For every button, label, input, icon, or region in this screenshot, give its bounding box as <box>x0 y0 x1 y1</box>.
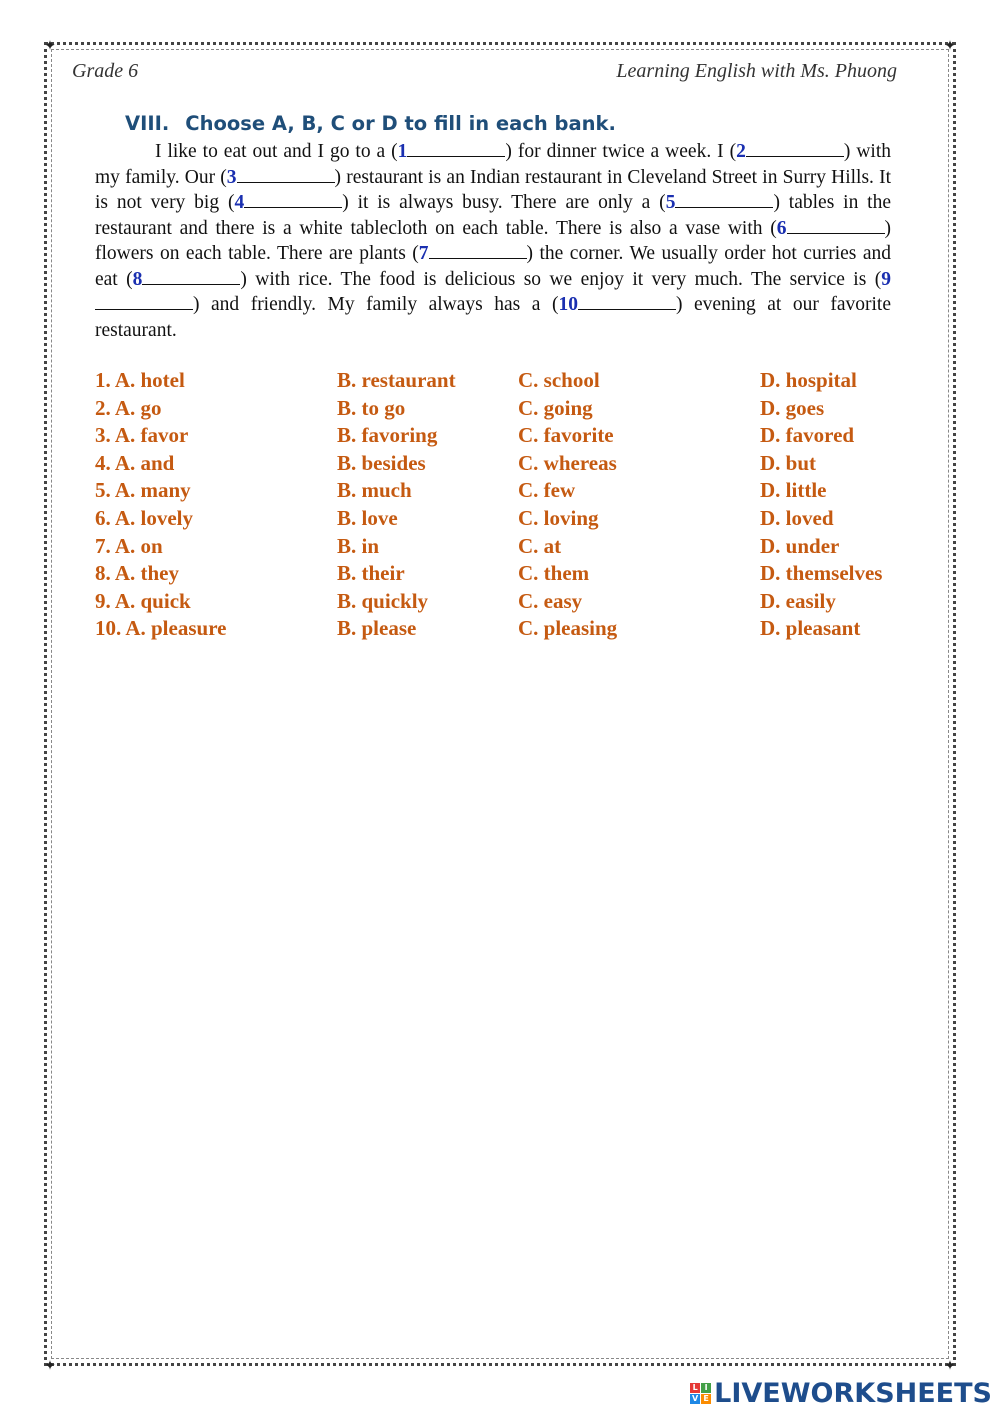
option-b[interactable]: B. much <box>337 478 412 503</box>
option-row <box>95 589 925 617</box>
option-row <box>95 478 925 506</box>
gap-number: 8 <box>132 268 143 290</box>
option-a[interactable]: 8. A. they <box>95 561 179 586</box>
option-a[interactable]: 4. A. and <box>95 450 175 475</box>
gap-number: 2 <box>736 141 746 162</box>
option-d[interactable]: D. goes <box>760 395 825 420</box>
passage-text: ) evening at our favorite restaurant. <box>95 294 891 341</box>
passage-text: ) it is always busy. There are only a ( <box>342 192 666 213</box>
corner-ornament-icon: ✦ <box>44 38 56 54</box>
logo-mark-letter: I <box>701 1383 711 1393</box>
gap-blank[interactable] <box>787 218 885 234</box>
gap-blank[interactable] <box>407 141 505 157</box>
gap-blank[interactable] <box>237 167 335 183</box>
option-d[interactable]: D. easily <box>760 588 836 613</box>
section-number: VIII. <box>125 112 170 135</box>
option-a[interactable]: 7. A. on <box>95 533 163 558</box>
gap-number: 6 <box>776 217 787 239</box>
liveworksheets-logo[interactable] <box>690 1377 992 1409</box>
corner-ornament-icon: ✦ <box>44 1358 56 1374</box>
option-b[interactable]: B. restaurant <box>337 368 456 392</box>
option-c[interactable]: C. easy <box>518 588 583 613</box>
section-instruction: Choose A, B, C or D to fill in each bank. <box>185 112 616 135</box>
option-d[interactable]: D. loved <box>760 505 834 530</box>
gap-blank[interactable] <box>746 141 844 157</box>
option-b[interactable]: B. to go <box>337 395 406 420</box>
option-c[interactable]: C. few <box>518 478 576 503</box>
option-b[interactable]: B. please <box>337 616 417 641</box>
option-a[interactable]: 9. A. quick <box>95 588 191 613</box>
gap-blank[interactable] <box>142 269 240 285</box>
option-b[interactable]: B. besides <box>337 450 426 475</box>
option-b[interactable]: B. love <box>337 505 398 530</box>
logo-mark-letter: V <box>692 1393 699 1403</box>
logo-mark-icon <box>690 1383 711 1404</box>
option-d[interactable]: D. but <box>760 450 817 475</box>
option-row <box>95 368 925 396</box>
option-row <box>95 616 925 644</box>
option-d[interactable]: D. pleasant <box>760 616 861 641</box>
logo-mark-letter: L <box>690 1383 700 1393</box>
header-grade: Grade 6 <box>72 60 139 82</box>
gap-number: 4 <box>234 192 245 213</box>
section-title <box>125 112 616 135</box>
passage-text: I like to eat out and I go to a ( <box>155 141 398 162</box>
header-course: Learning English with Ms. Phuong <box>616 60 897 82</box>
logo-mark-letter: E <box>701 1394 711 1404</box>
option-d[interactable]: D. little <box>760 478 827 503</box>
passage-text: ) with rice. The food is delicious so we enjoy it very much. The service is ( <box>240 268 882 290</box>
option-b[interactable]: B. their <box>337 561 405 586</box>
option-c[interactable]: C. going <box>518 395 593 420</box>
option-d[interactable]: D. hospital <box>760 368 857 392</box>
option-d[interactable]: D. themselves <box>760 561 883 586</box>
answer-options <box>95 368 925 644</box>
passage-text: ) the corner. We usually order hot curries and eat ( <box>95 243 891 290</box>
option-row <box>95 506 925 534</box>
option-d[interactable]: D. favored <box>760 423 855 448</box>
option-c[interactable]: C. them <box>518 561 590 586</box>
option-a[interactable]: 2. A. go <box>95 395 162 420</box>
option-c[interactable]: C. favorite <box>518 423 614 448</box>
option-c[interactable]: C. whereas <box>518 450 617 475</box>
gap-number: 10 <box>558 294 578 315</box>
option-a[interactable]: 10. A. pleasure <box>95 616 227 641</box>
option-row <box>95 451 925 479</box>
option-c[interactable]: C. loving <box>518 505 599 530</box>
option-a[interactable]: 1. A. hotel <box>95 368 185 392</box>
option-row <box>95 561 925 589</box>
gap-blank[interactable] <box>244 192 342 208</box>
passage-text: ) restaurant is an Indian restaurant in Cleveland Street in Surry Hills. It is not very big ( <box>95 166 891 213</box>
option-a[interactable]: 6. A. lovely <box>95 505 193 530</box>
passage-text: ) for dinner twice a week. I ( <box>505 141 737 162</box>
passage-text: ) flowers on each table. There are plants ( <box>95 217 891 264</box>
gap-number: 1 <box>397 141 408 162</box>
gap-blank[interactable] <box>95 294 193 310</box>
option-row <box>95 423 925 451</box>
option-b[interactable]: B. in <box>337 533 380 558</box>
option-c[interactable]: C. pleasing <box>518 616 618 641</box>
option-a[interactable]: 5. A. many <box>95 478 191 503</box>
gap-blank[interactable] <box>578 294 676 310</box>
reading-passage <box>95 139 891 343</box>
gap-blank[interactable] <box>429 243 527 259</box>
logo-text: LIVEWORKSHEETS <box>714 1377 992 1409</box>
option-b[interactable]: B. quickly <box>337 588 429 613</box>
gap-number: 5 <box>665 192 676 213</box>
option-c[interactable]: C. school <box>518 368 600 392</box>
option-row <box>95 396 925 424</box>
passage-text: ) tables in the restaurant and there is a white tablecloth on each table. There is also a vase with ( <box>95 192 892 239</box>
gap-blank[interactable] <box>675 192 773 208</box>
option-d[interactable]: D. under <box>760 533 840 558</box>
passage-text: ) and friendly. My family always has a ( <box>193 294 559 315</box>
option-b[interactable]: B. favoring <box>337 423 438 448</box>
corner-ornament-icon: ✦ <box>944 38 956 54</box>
gap-number: 7 <box>418 243 429 264</box>
corner-ornament-icon: ✦ <box>944 1358 956 1374</box>
option-a[interactable]: 3. A. favor <box>95 423 189 448</box>
gap-number: 3 <box>226 166 237 188</box>
option-row <box>95 534 925 562</box>
gap-number: 9 <box>881 268 891 290</box>
passage-text: ) with my family. Our ( <box>95 141 892 188</box>
option-c[interactable]: C. at <box>518 533 562 558</box>
